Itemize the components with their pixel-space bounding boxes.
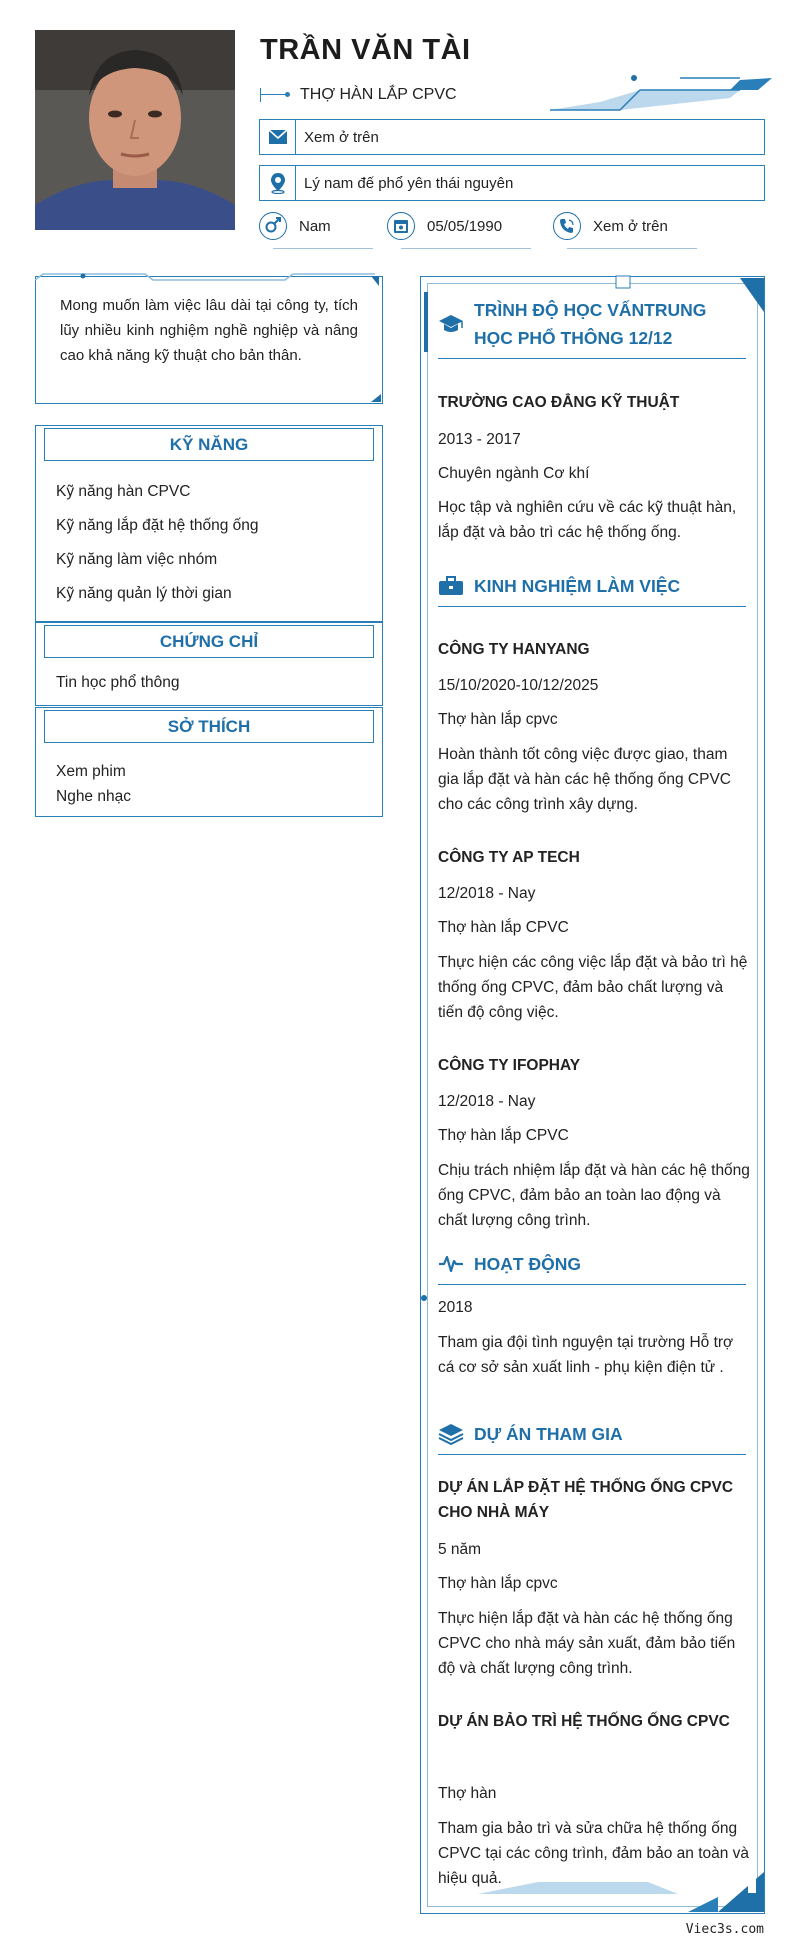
activity-year: 2018: [438, 1299, 473, 1316]
experience-heading-text: KINH NGHIỆM LÀM VIỆC: [474, 576, 681, 596]
objective-text: Mong muốn làm việc lâu dài tại công ty, tích lũy nhiều kinh nghiệm nghề nghiệp và nâng cao khả năng kỹ thuật cho bản thân.: [60, 297, 358, 364]
address-box: [259, 165, 765, 201]
phone-item: [553, 212, 668, 240]
hobbies-heading: SỞ THÍCH: [44, 710, 374, 743]
job-description: Thực hiện các công việc lắp đặt và bảo trì hệ thống ống CPVC, đảm bảo chất lượng và tiến độ công việc.: [438, 954, 748, 1021]
job-description: Hoàn thành tốt công việc được giao, tham gia lắp đặt và hàn các hệ thống ống CPVC cho các công trình xây dựng.: [438, 746, 731, 813]
gender-underline: [273, 248, 373, 249]
project-role: Thợ hàn: [438, 1785, 497, 1802]
birthday-item: [387, 212, 502, 240]
project-name: DỰ ÁN BẢO TRÌ HỆ THỐNG ỐNG CPVC: [438, 1713, 730, 1730]
skills-heading: KỸ NĂNG: [44, 428, 374, 461]
school-period: 2013 - 2017: [438, 431, 521, 448]
graduation-cap-icon: [438, 313, 466, 335]
briefcase-icon: [438, 576, 466, 596]
skill-item: Kỹ năng quản lý thời gian: [56, 585, 232, 602]
school-name: TRƯỜNG CAO ĐẲNG KỸ THUẬT: [438, 394, 680, 411]
header-decoration: [540, 74, 772, 114]
birthday-underline: [401, 248, 531, 249]
portrait-image: [35, 30, 235, 230]
job-role: Thợ hàn lắp CPVC: [438, 1127, 569, 1144]
project-description: Tham gia bảo trì và sửa chữa hệ thống ống CPVC tại các công trình, đảm bảo an toàn và hiệu quả.: [438, 1820, 750, 1887]
footer-watermark: Viec3s.com: [685, 1922, 764, 1937]
certificates-panel: [35, 622, 383, 706]
location-pin-icon: [260, 166, 296, 200]
school-major: Chuyên ngành Cơ khí: [438, 465, 590, 482]
activity-description: Tham gia đội tình nguyện tại trường Hỗ trợ cá cơ sở sản xuất linh - phụ kiện điện tử .: [438, 1334, 734, 1376]
candidate-name: TRẦN VĂN TÀI: [260, 34, 471, 66]
hobby-item: Xem phim: [56, 763, 126, 780]
email-value: Xem ở trên: [304, 128, 379, 146]
skill-item: Kỹ năng lắp đặt hệ thống ống: [56, 517, 259, 534]
objective-frame-decoration: [35, 270, 383, 406]
job-role: Thợ hàn lắp CPVC: [438, 919, 569, 936]
project-duration: 5 năm: [438, 1541, 482, 1558]
hobby-item: Nghe nhạc: [56, 788, 131, 805]
project-description: Thực hiện lắp đặt và hàn các hệ thống ống CPVC cho nhà máy sản xuất, đảm bảo tiến độ và chất lượng công trình.: [438, 1610, 736, 1677]
gender-icon: [259, 212, 287, 240]
activities-heading: [438, 1250, 746, 1285]
job-title-row: [260, 84, 457, 106]
layers-icon: [438, 1423, 466, 1445]
job-description: Chịu trách nhiệm lắp đặt và hàn các hệ thống ống CPVC, đảm bảo an toàn lao động và chất lượng công trình.: [438, 1162, 750, 1229]
pulse-icon: [438, 1254, 466, 1274]
experience-heading: [438, 572, 746, 607]
education-heading-line1: TRÌNH ĐỘ HỌC VẤNTRUNG: [474, 300, 707, 320]
certificates-heading: CHỨNG CHỈ: [44, 625, 374, 658]
skills-panel: [35, 425, 383, 622]
project-name: DỰ ÁN LẮP ĐẶT HỆ THỐNG ỐNG CPVC CHO NHÀ MÁY: [438, 1479, 734, 1521]
education-heading-line2: HỌC PHỔ THÔNG 12/12: [474, 328, 673, 348]
phone-underline: [567, 248, 697, 249]
school-description: Học tập và nghiên cứu về các kỹ thuật hàn, lắp đặt và bảo trì các hệ thống ống.: [438, 499, 737, 541]
job-period: 12/2018 - Nay: [438, 885, 536, 902]
birthday-value: 05/05/1990: [427, 217, 503, 235]
education-heading-text: [474, 296, 706, 352]
envelope-icon: [260, 120, 296, 154]
phone-value: Xem ở trên: [593, 217, 668, 235]
projects-heading: [438, 1420, 746, 1455]
project-role: Thợ hàn lắp cpvc: [438, 1575, 558, 1592]
phone-icon: [553, 212, 581, 240]
title-marker-icon: [260, 88, 288, 102]
hobbies-panel: [35, 707, 383, 817]
activities-heading-text: HOẠT ĐỘNG: [474, 1254, 581, 1274]
certificate-item: Tin học phổ thông: [56, 674, 180, 691]
job-company: CÔNG TY IFOPHAY: [438, 1057, 581, 1074]
job-period: 15/10/2020-10/12/2025: [438, 677, 599, 694]
gender-item: [259, 212, 331, 240]
job-title: THỢ HÀN LẮP CPVC: [300, 86, 457, 103]
projects-heading-text: DỰ ÁN THAM GIA: [474, 1424, 623, 1444]
job-role: Thợ hàn lắp cpvc: [438, 711, 558, 728]
calendar-icon: [387, 212, 415, 240]
skill-item: Kỹ năng làm việc nhóm: [56, 551, 218, 568]
gender-value: Nam: [299, 217, 331, 235]
job-company: CÔNG TY AP TECH: [438, 849, 580, 866]
skill-item: Kỹ năng hàn CPVC: [56, 483, 191, 500]
job-company: CÔNG TY HANYANG: [438, 641, 590, 658]
job-period: 12/2018 - Nay: [438, 1093, 536, 1110]
profile-photo: [35, 30, 235, 230]
address-value: Lý nam đế phổ yên thái nguyên: [304, 174, 514, 192]
education-heading: [438, 296, 746, 359]
email-box: [259, 119, 765, 155]
